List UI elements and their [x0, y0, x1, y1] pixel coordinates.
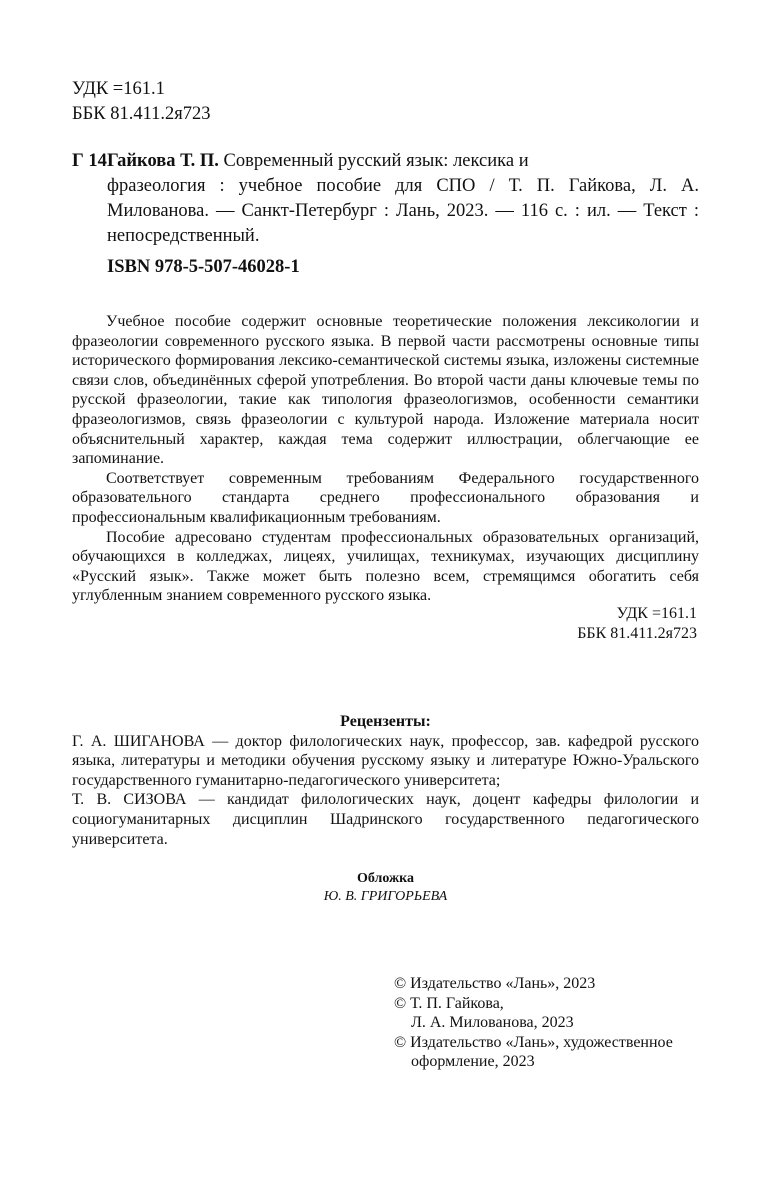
classification-codes-repeat — [577, 604, 697, 643]
annotation-paragraph: Учебное пособие содержит основные теоретические положения лексикологии и фразеологии современного русского языка. В первой части рассмотрены основные типы исторического формирования лексико-семантической системы языка, изложены системные связи слов, объединённых сферой употребления. Во второй части даны ключевые темы по русской фразеологии, такие как типология фразеологизмов, особенности семантики фразеологизмов, связь фразеологии с культурой народа. Изложение материала носит объяснительный характер, каждая тема содержит иллюстрации, облегчающие ее запоминание. — [72, 313, 699, 468]
udc-code: УДК =161.1 — [616, 605, 697, 622]
reviewers-section — [72, 712, 699, 849]
bbk-code: ББК 81.411.2я723 — [72, 104, 211, 124]
copyright-line: © Издательство «Лань», художественное — [394, 1033, 673, 1051]
copyright-line: © Издательство «Лань», 2023 — [394, 975, 596, 992]
bibliographic-record — [72, 149, 699, 249]
isbn: ISBN 978-5-507-46028-1 — [107, 257, 300, 277]
classification-codes — [72, 77, 211, 127]
copyright-block — [394, 974, 673, 1072]
cover-label: Обложка — [356, 871, 415, 886]
udc-code: УДК =161.1 — [72, 79, 165, 99]
title-start: Современный русский язык: лексика и — [218, 151, 529, 171]
title-rest: фразеология : учебное пособие для СПО / Т. П. Гайкова, Л. А. Милованова. — Санкт-Петербург : Лань, 2023. — 116 с. : ил. — Текст : непосредственный. — [107, 176, 699, 246]
copyright-line: © Т. П. Гайкова, — [394, 994, 504, 1012]
reviewer-entry: Г. А. ШИГАНОВА — доктор филологических наук, профессор, зав. кафедрой русского языка, литературы и методики обучения русскому языку и литературе Южно-Уральского государственного гуманитарно-педагогического университета; — [72, 732, 699, 789]
bbk-code: ББК 81.411.2я723 — [577, 624, 697, 642]
author-mark: Г 14 — [72, 151, 107, 171]
author-name: Гайкова Т. П. — [107, 151, 219, 171]
reviewers-heading: Рецензенты: — [340, 713, 431, 730]
cover-designer: Ю. В. ГРИГОРЬЕВА — [323, 889, 448, 904]
annotation-paragraph: Соответствует современным требованиям Федерального государственного образовательного стандарта среднего профессионального образования и профессиональным квалификационным требованиям. — [72, 469, 699, 526]
cover-credit — [72, 870, 699, 906]
bibliographic-description — [107, 149, 699, 249]
reviewer-entry: Т. В. СИЗОВА — кандидат филологических наук, доцент кафедры филологии и социогуманитарных дисциплин Шадринского государственного педагогического университета. — [72, 791, 699, 848]
copyright-line: оформление, 2023 — [411, 1053, 535, 1071]
annotation-paragraph: Пособие адресовано студентам профессиональных образовательных организаций, обучающихся в колледжах, лицеях, училищах, техникумах, изучающих дисциплину «Русский язык». Также может быть полезно всем, стремящимся обогатить себя углубленным знанием современного русского языка. — [72, 528, 699, 605]
annotation — [72, 312, 699, 606]
copyright-line: Л. А. Милованова, 2023 — [411, 1014, 574, 1032]
